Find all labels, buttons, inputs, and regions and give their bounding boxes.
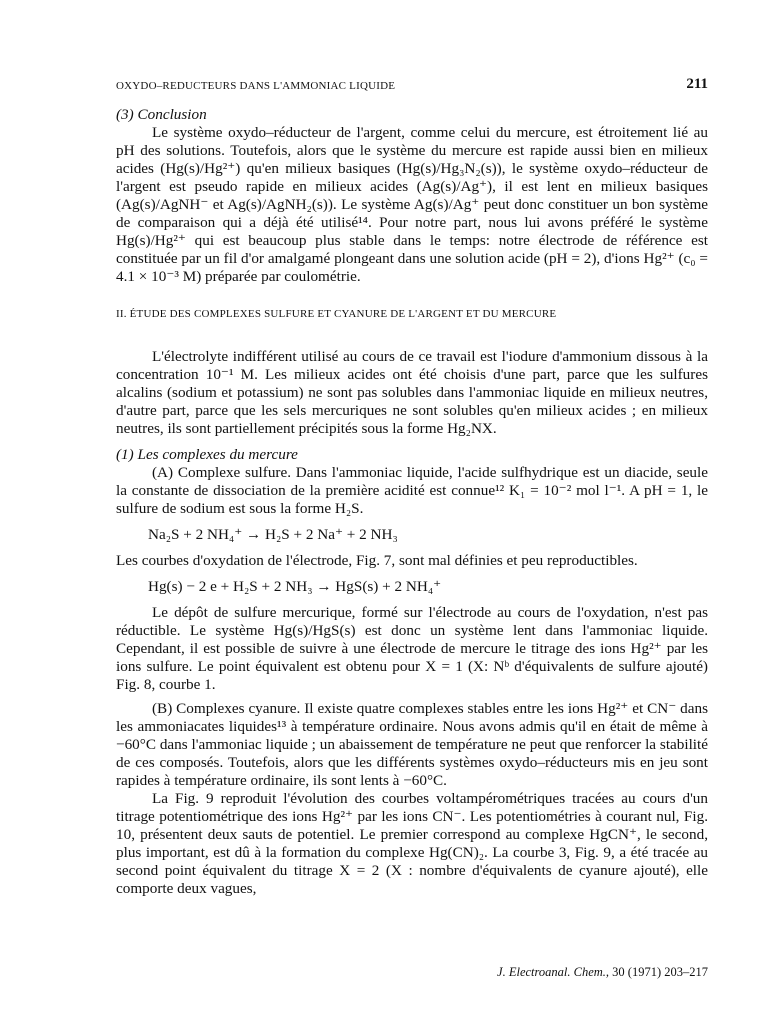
page-footer [497,965,708,980]
paragraph-conclusion: Le système oxydo–réducteur de l'argent, comme celui du mercure, est étroitement lié au pH des solutions. Toutefois, alors que le système du mercure est rapide aussi bien en milieux acides (Hg(s)/Hg²⁺) qu'en milieux basiques (Hg(s)/Hg₃N₂(s)), le système oxydo–réducteur de l'argent est pseudo rapide en milieux acides (Ag(s)/Ag⁺), il est lent en milieux basiques (Ag(s)/AgNH⁻ et Ag(s)/AgNH₂(s)). Le système Ag(s)/Ag⁺ peut donc constituer un bon système de comparaison qui a déjà été utilisé¹⁴. Pour notre part, nous lui avons préféré le système Hg(s)/Hg²⁺ qui est beaucoup plus stable dans le temps: notre électrode de référence est constituée par un fil d'or amalgamé plongeant dans une solution acide (pH = 2), d'ions Hg²⁺ (c₀ = 4.1 × 10⁻³ M) préparée par coulométrie. [116,124,708,285]
page-number: 211 [686,76,708,92]
paragraph-fig9: La Fig. 9 reproduit l'évolution des courbes voltampérométriques tracées au cours d'un titrage potentiométrique des ions Hg²⁺ par les ions CN⁻. Les potentiométries à courant nul, Fig. 10, présentent deux sauts de potentiel. Le premier correspond au complexe HgCN⁺, le second, plus important, est dû à la formation du complexe Hg(CN)₂. La courbe 3, Fig. 9, a été tracée au second point équivalent du titrage X = 2 (X : nombre d'équivalents de cyanure ajouté), elle comporte deux vagues, [116,790,708,897]
body-text [116,104,708,898]
equation-2: Hg(s) − 2 e + H₂S + 2 NH₃ → HgS(s) + 2 NH₄⁺ [148,578,442,595]
page-header [116,76,708,96]
paragraph-oxidation-curves: Les courbes d'oxydation de l'électrode, Fig. 7, sont mal définies et peu reproductibles. [116,552,638,569]
paragraph-electrolyte: L'électrolyte indifférent utilisé au cours de ce travail est l'iodure d'ammonium dissous à la concentration 10⁻¹ M. Les milieux acides ont été choisis d'une part, parce que les sulfures alcalins (sodium et potassium) ne sont pas solubles dans l'ammoniac liquide en milieux neutres, d'autre part, parce que les sels mercuriques ne sont solubles qu'en milieux acides ; en milieux neutres, ils sont partiellement précipités sous la forme Hg₂NX. [116,348,708,437]
paragraph-cyanide-complexes: (B) Complexes cyanure. Il existe quatre complexes stables entre les ions Hg²⁺ et CN⁻ dans les ammoniacates liquides¹³ à température ordinaire. Nous avons admis qu'il en était de même à −60°C dans l'ammoniac liquide ; un abaissement de température ne peut que renforcer la stabilité de ces composés. Toutefois, alors que les différents systèmes oxydo–réducteurs mis en jeu sont rapides à température ordinaire, ils sont lents à −60°C. [116,700,708,789]
subsection-heading-conclusion: (3) Conclusion [116,106,207,123]
equation-1: Na₂S + 2 NH₄⁺ → H₂S + 2 Na⁺ + 2 NH₃ [148,526,398,543]
paragraph-sulfide-deposit: Le dépôt de sulfure mercurique, formé sur l'électrode au cours de l'oxydation, n'est pas réductible. Le système Hg(s)/HgS(s) est donc un système lent dans l'ammoniac liquide. Cependant, il est possible de suivre à une électrode de mercure le titrage des ions Hg²⁺ par les ions sulfure. Le point équivalent est obtenu pour X = 1 (X: Nᵇ d'équivalents de sulfure ajouté) Fig. 8, courbe 1. [116,604,708,693]
journal-citation: 30 (1971) 203–217 [612,965,708,979]
section-title: II. ÉTUDE DES COMPLEXES SULFURE ET CYANURE DE L'ARGENT ET DU MERCURE [116,308,557,320]
running-head: OXYDO–REDUCTEURS DANS L'AMMONIAC LIQUIDE [116,80,396,92]
journal-name: J. Electroanal. Chem., [497,965,610,979]
paragraph-sulfide-complex: (A) Complexe sulfure. Dans l'ammoniac liquide, l'acide sulfhydrique est un diacide, seule la constante de dissociation de la première acidité est connue¹² K₁ = 10⁻² mol l⁻¹. A pH = 1, le sulfure de sodium est sous la forme H₂S. [116,464,708,517]
subsection-heading-mercury: (1) Les complexes du mercure [116,446,298,463]
